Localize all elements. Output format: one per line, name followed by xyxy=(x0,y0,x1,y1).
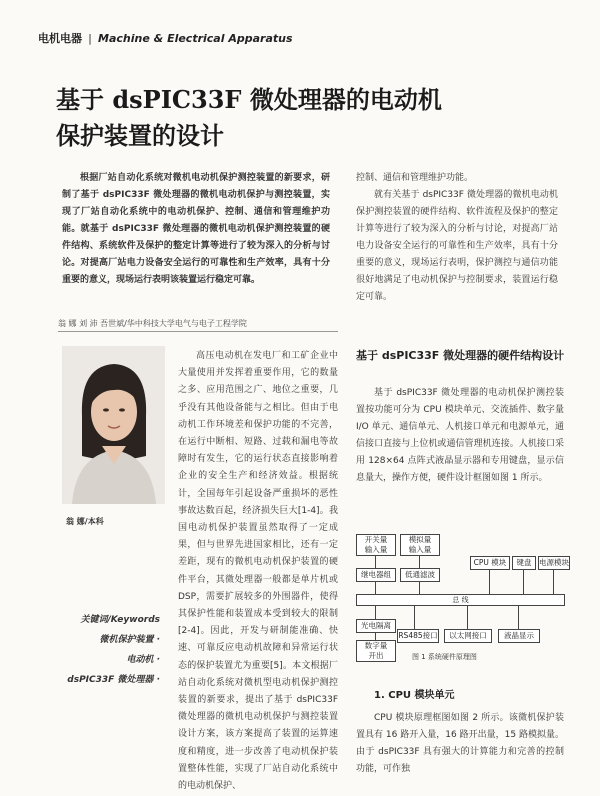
section-heading: 基于 dsPIC33F 微处理器的硬件结构设计 xyxy=(356,349,565,362)
section-en: Machine & Electrical Apparatus xyxy=(98,32,293,45)
diagram-connector xyxy=(419,555,420,568)
diagram-connector xyxy=(375,555,376,568)
diagram-filter: 低通滤波 xyxy=(400,568,440,582)
diagram-connector xyxy=(523,569,524,594)
diagram-connector xyxy=(553,569,554,594)
diagram-connector xyxy=(414,605,415,629)
diagram-power: 电源模块 xyxy=(538,556,570,570)
keyword-item: 微机保护装置 · xyxy=(99,635,160,645)
diagram-connector xyxy=(375,632,376,640)
body-right-paragraph: 就有关基于 dsPIC33F 微处理器的微机电动机保护测控装置的硬件结构、软件流程及保护的整定计算等进行了较为深入的分析与讨论，对提高厂站电力设备安全运行的可靠性和生产效率，具有十分重要的意义，现场运行表明，保护测控与通信功能很好地满足了电动机保护与控制要求，装置运行稳定可靠。 xyxy=(356,190,558,302)
diagram-lcd: 液晶显示 xyxy=(498,629,540,643)
diagram-connector xyxy=(467,605,468,629)
title-line-2: 保护装置的设计 xyxy=(56,121,224,150)
diagram-connector xyxy=(518,605,519,629)
title-line-1: 基于 dsPIC33F 微处理器的电动机 xyxy=(56,85,442,114)
section-cn: 电机电器 xyxy=(38,32,82,45)
diagram-switch-input: 开关量 输入量 xyxy=(356,534,396,556)
diagram-opto: 光电隔离 xyxy=(356,619,396,633)
journal-header: 电机电器 | Machine & Electrical Apparatus xyxy=(38,32,293,45)
diagram-connector xyxy=(489,569,490,594)
body-right-column xyxy=(356,170,558,306)
body-right-continuation: 控制、通信和管理维护功能。 xyxy=(356,173,474,183)
photo-caption: 翁 娜/本科 xyxy=(66,517,104,526)
body-intro: 高压电动机在发电厂和工矿企业中大量使用并发挥着重要作用，它的数量之多、应用范围之广、地位之重要，几乎没有其他设备能与之相比。但由于电动机工作环境差和保护功能的不完善，在运行中断相、短路、过载和漏电等故障时有发生，它的运行状态直接影响着企业的安全生产和经济效益。根据统计，全国每年引起设备严重损坏的恶性事故达数百起，经济损失巨大[1-4]。我国电动机保护装置虽然取得了一定成果，但与世界先进国家相比，还有一定差距，现有的微机电动机保护装置的硬件平台，其微处理器一般都是单片机或 DSP，需要扩展较多的外围器件，使得其保护性能和装置成本受到较大的限制[2-4]。因此，开发与研制能准确、快速、可靠反应电动机故障和异常运行状态的保护装置尤为重要[5]。本文根据厂站自动化系统对微机型电动机保护测控装置的新要求，提出了基于 dsPIC33F 微处理器的微机电动机保护与测控装置设计方案，该方案提高了装置的运算速度和精度，进一步改善了电动机保护装置整体性能，实现了厂站自动化系统中的电动机保护、 xyxy=(178,351,338,792)
diagram-bus: 总 线 xyxy=(356,594,565,606)
abstract: 根据厂站自动化系统对微机电动机保护测控装置的新要求，研制了基于 dsPIC33F 微处理器的微机电动机保护与测控装置，实现了厂站自动化系统中的电动机保护、控制、通信和管理维护功能。就基于 dsPIC33F 微处理器的微机电动机保护测控装置的硬件结构、系统软件及保护的整定计算等进行了较为深入的分析与讨论。对提高厂站电力设备安全运行的可靠性和生产效率，具有十分重要的意义，现场运行表明该装置运行稳定可靠。 xyxy=(62,173,330,285)
diagram-connector xyxy=(419,581,420,594)
diagram-cpu: CPU 模块 xyxy=(470,556,510,570)
figure-caption: 图 1 系统硬件原理图 xyxy=(412,653,477,661)
authors: 翁 娜 刘 沛 吾世斌/华中科技大学电气与电子工程学院 xyxy=(58,319,247,328)
keyword-item: dsPIC33F 微处理器 · xyxy=(67,675,160,685)
diagram-rs485: RS485接口 xyxy=(397,629,439,643)
cpu-paragraph: CPU 模块原理框图如图 2 所示。该微机保护装置具有 16 路开入量，16 路开出量，15 路模拟量。由于 dsPIC33F 具有强大的计算能力和完善的控制功能，可作独 xyxy=(356,713,564,774)
cpu-heading: 1. CPU 模块单元 xyxy=(374,690,455,701)
keywords-label: 关键词/Keywords xyxy=(80,615,160,625)
diagram-ethernet: 以太网接口 xyxy=(444,629,492,643)
diagram-switch-output: 数字量 开出 xyxy=(356,640,396,662)
portrait-image xyxy=(62,346,165,504)
article-title xyxy=(56,82,442,154)
diagram-relay: 继电器组 xyxy=(356,568,396,582)
authors-divider xyxy=(58,331,338,332)
author-photo xyxy=(62,346,165,504)
keywords-block xyxy=(40,610,160,690)
diagram-connector xyxy=(375,581,376,594)
keyword-item: 电动机 · xyxy=(126,655,160,665)
hardware-paragraph: 基于 dsPIC33F 微处理器的电动机保护测控装置按功能可分为 CPU 模块单元、交流插件、数字量 I/O 单元、通信单元、人机接口单元和电源单元，通信接口直接与上位机或通信管理机连接。人机接口采用 128×64 点阵式液晶显示器和专用键盘，显示信息量大，操作方便，硬件设计框图如图 1 所示。 xyxy=(356,388,564,483)
diagram-analog-input: 模拟量 输入量 xyxy=(400,534,440,556)
diagram-keyboard: 键盘 xyxy=(512,556,536,570)
diagram-connector xyxy=(375,605,376,619)
